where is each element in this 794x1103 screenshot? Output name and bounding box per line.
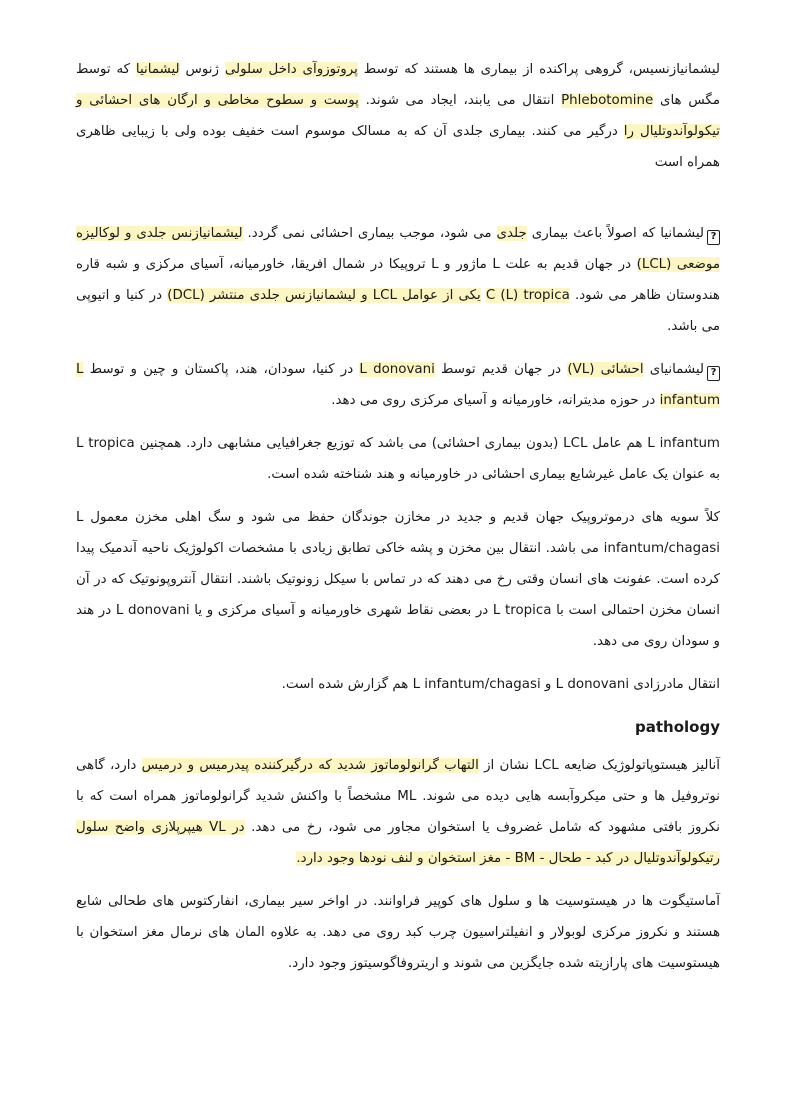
highlighted-text: L infantum — [76, 362, 720, 408]
text-segment: در کنیا، سودان، هند، پاکستان و چین و توسط — [83, 362, 360, 377]
highlighted-text: احشائی (VL) — [567, 362, 644, 377]
text-segment: می شود، موجب بیماری احشائی نمی گردد. — [242, 226, 497, 241]
text-segment: ژنوس — [179, 62, 225, 77]
highlighted-text: جلدی — [496, 226, 527, 241]
text-segment: دارد، گاهی نوتروفیل ها و حتی میکروآبسه هایی دیده می شوند. ML مشخصاً با واکنش شدید گرانولوماتوز همراه است که با نکروز بافتی مشهود که شامل غضروف یا استخوان مجاور می شود، رخ می دهد. — [76, 758, 720, 835]
question-box-icon: ? — [707, 230, 720, 245]
text-segment: لیشمانیا که اصولاً باعث بیماری — [526, 226, 704, 241]
paragraph-reservoir — [76, 502, 720, 657]
text-segment: در کنیا و اتیوپی می باشد. — [76, 288, 720, 334]
text-segment: آنالیز هیستوپاتولوژیک ضایعه LCL نشان از — [478, 758, 720, 773]
section-heading-pathology: pathology — [635, 718, 720, 736]
highlighted-text: در VL هیپرپلازی واضح سلول رتیکولوآندوتلیال در کبد - طحال - BM - مغز استخوان و لنف نودها وجود دارد. — [76, 820, 720, 866]
text-segment: در جهان قدیم توسط — [434, 362, 568, 377]
question-box-icon: ? — [707, 366, 720, 381]
document-body-part2 — [76, 750, 720, 979]
highlighted-text: لیشمانیا — [135, 62, 180, 77]
paragraph-histo — [76, 750, 720, 874]
highlighted-text: پروتوزوآی داخل سلولی — [224, 62, 358, 77]
highlighted-text: لیشمانیازنس جلدی و لوکالیزه موضعی (LCL) — [76, 226, 721, 272]
text-segment: در حوزه مدیترانه، خاورمیانه و آسیای مرکزی روی می دهد. — [331, 393, 660, 408]
highlighted-text: L donovani — [359, 362, 435, 377]
paragraph-infantum — [76, 428, 720, 490]
text-segment: آماستیگوت ها در هیستوسیت ها و سلول های کوپیر فراوانند. در اواخر سیر بیماری، انفارکتوس های طحالی شایع هستند و نکروز مرکزی لوبولار و انفیلتراسیون چرب کبد روی می دهد. به علاوه المان های نرمال مغز استخوان با هیستوسیت های پارازیته شده جایگزین می شوند و اریتروفاگوسیتوز وجود دارد. — [76, 894, 720, 971]
highlighted-text: التهاب گرانولوماتوز شدید که درگیرکننده پیدرمیس و درمیس — [141, 758, 479, 773]
text-segment: در جهان قدیم به علت L ماژور و L تروپیکا در شمال افریقا، خاورمیانه، آسیای مرکزی و شبه قاره هندوستان ظاهر می شود. — [76, 257, 720, 303]
highlighted-text: یکی از عوامل LCL و لیشمانیازنس جلدی منتشر (DCL) — [167, 288, 481, 303]
text-segment: انتقال می یابند، ایجاد می شوند. — [358, 93, 562, 108]
text-segment: انتقال مادرزادی L donovani و L infantum/chagasi هم گزارش شده است. — [281, 677, 720, 692]
paragraph-congenital — [76, 669, 720, 700]
text-segment: L infantum هم عامل LCL (بدون بیماری احشائی) می باشد که توزیع جغرافیایی مشابهی دارد. همچنین L tropica به عنوان یک عامل غیرشایع بیماری احشائی در خاورمیانه و هند شناخته شده است. — [76, 436, 720, 482]
paragraph-amastigote — [76, 886, 720, 979]
highlighted-text: C (L) tropica — [485, 288, 570, 303]
paragraph-vl — [76, 354, 720, 416]
highlighted-text: Phlebotomine — [561, 93, 654, 108]
highlighted-text: پوست و سطوح مخاطی و ارگان های احشائی و تیکولوآندوتلیال را — [76, 93, 720, 139]
text-segment: کلاً سویه های درموتروپیک جهان قدیم و جدید در مخازن جوندگان حفظ می شود و سگ اهلی مخزن معمول L infantum/chagasi می باشد. انتقال بین مخزن و پشه خاکی تطابق زیادی با مشخصات اکولوژیک ناحیه آندمیک پیدا کرده است. عفونت های انسان وقتی رخ می دهند که در تماس با سیکل زونوتیک باشند. انتقال آنتروپونوتیک که در آن انسان مخزن احتمالی است با L tropica در بعضی نقاط شهری خاورمیانه و آسیای مرکزی و یا L donovani در هند و سودان روی می دهد. — [76, 510, 720, 649]
paragraph-cl — [76, 218, 720, 342]
paragraph-intro — [76, 54, 720, 178]
text-segment: که توسط مگس های — [76, 62, 720, 108]
text-segment: لیشمانیای — [643, 362, 704, 377]
text-segment: درگیر می کنند. بیماری جلدی آن که به مسالک موسوم است خفیف بوده ولی با زیبایی ظاهری همراه است — [76, 124, 720, 170]
document-page — [76, 54, 720, 991]
document-body-part1 — [76, 54, 720, 700]
text-segment: لیشمانیازنسیس، گروهی پراکنده از بیماری ها هستند که توسط — [357, 62, 720, 77]
